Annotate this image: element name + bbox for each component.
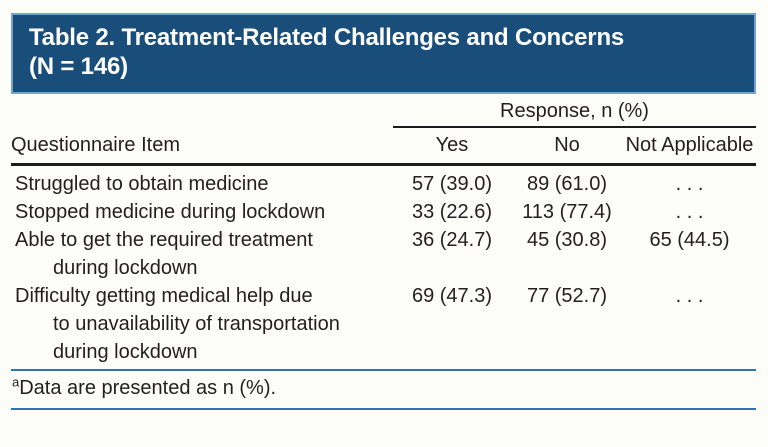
yes-value-cell: 36 (24.7) (411, 229, 493, 251)
no-value-cell: 89 (61.0) (526, 173, 608, 195)
table-row (11, 282, 756, 366)
questionnaire-item-cell (11, 282, 393, 366)
table-title-line-1: Table 2. Treatment-Related Challenges and Concerns (29, 24, 625, 51)
questionnaire-item-cell (11, 198, 393, 226)
column-header-row (11, 127, 756, 165)
questionnaire-item-header: Questionnaire Item (11, 127, 393, 165)
table-footnote (11, 369, 756, 410)
spanner-row (11, 97, 756, 127)
item-line: during lockdown (53, 257, 198, 279)
no-value-cell: 45 (30.8) (526, 229, 608, 251)
item-line: Able to get the required treatment (15, 229, 313, 251)
item-line: Difficulty getting medical help due (15, 285, 313, 307)
not-applicable-value-cell: . . . (675, 201, 704, 223)
table-figure (11, 13, 756, 410)
not-applicable-value-cell: . . . (675, 173, 704, 195)
footnote-text: Data are presented as n (%). (19, 377, 277, 399)
response-spanner-header: Response, n (%) (393, 97, 756, 127)
yes-value-cell: 69 (47.3) (411, 285, 493, 307)
not-applicable-column-header: Not Applicable (623, 127, 756, 165)
table-row (11, 226, 756, 282)
footnote-marker: a (12, 374, 20, 390)
yes-value-cell: 57 (39.0) (411, 173, 493, 195)
treatment-challenges-table (11, 97, 756, 366)
table-title-banner (11, 13, 756, 94)
item-line: during lockdown (53, 341, 198, 363)
spanner-empty-cell (11, 97, 393, 127)
no-value-cell: 113 (77.4) (522, 201, 612, 223)
table-body (11, 165, 756, 367)
yes-value-cell: 33 (22.6) (411, 201, 493, 223)
item-line: Stopped medicine during lockdown (15, 201, 326, 223)
questionnaire-item-cell (11, 165, 393, 199)
not-applicable-value-cell: 65 (44.5) (649, 229, 730, 251)
no-column-header: No (511, 127, 623, 165)
not-applicable-value-cell: . . . (675, 285, 704, 307)
item-line: Struggled to obtain medicine (15, 173, 269, 195)
no-value-cell: 77 (52.7) (526, 285, 608, 307)
yes-column-header: Yes (393, 127, 511, 165)
table-title-line-2: (N = 146) (29, 53, 128, 80)
questionnaire-item-cell (11, 226, 393, 282)
table-row (11, 165, 756, 199)
item-line: to unavailability of transportation (53, 313, 340, 335)
table-row (11, 198, 756, 226)
